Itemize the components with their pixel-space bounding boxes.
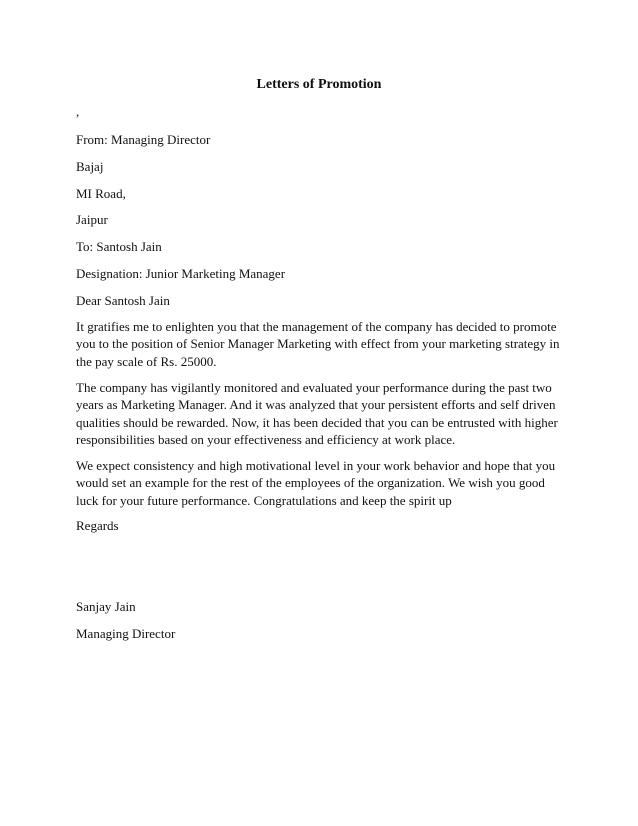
address-line-1: MI Road, [76,186,126,201]
comma-line: , [76,104,80,119]
to-line: To: Santosh Jain [76,239,162,254]
body-paragraph-2: The company has vigilantly monitored and evaluated your performance during the past two years as Marketing Manager. And it was analyzed that your persistent efforts and self driven qualities should be rewarded. Now, it has been decided that you can be entrusted with higher responsibilities based on your effectiveness and efficiency at work place. [76,380,558,447]
address-line-2: Jaipur [76,212,108,227]
designation-line: Designation: Junior Marketing Manager [76,266,286,281]
body-paragraph-1: It gratifies me to enlighten you that the management of the company has decided to promote you to the position of Senior Manager Marketing with effect from your marketing strategy in the pay scale of Rs. 25000. [76,319,560,369]
closing-line: Regards [76,518,119,533]
from-line: From: Managing Director [76,132,211,147]
company-line: Bajaj [76,159,104,174]
signer-title: Managing Director [76,626,176,641]
signer-name: Sanjay Jain [76,599,136,614]
salutation-line: Dear Santosh Jain [76,293,170,308]
letter-title: Letters of Promotion [256,77,382,92]
body-paragraph-3: We expect consistency and high motivational level in your work behavior and hope that you would set an example for the rest of the employees of the organization. We wish you good luck for your future performance. Congratulations and keep the spirit up [76,458,556,508]
